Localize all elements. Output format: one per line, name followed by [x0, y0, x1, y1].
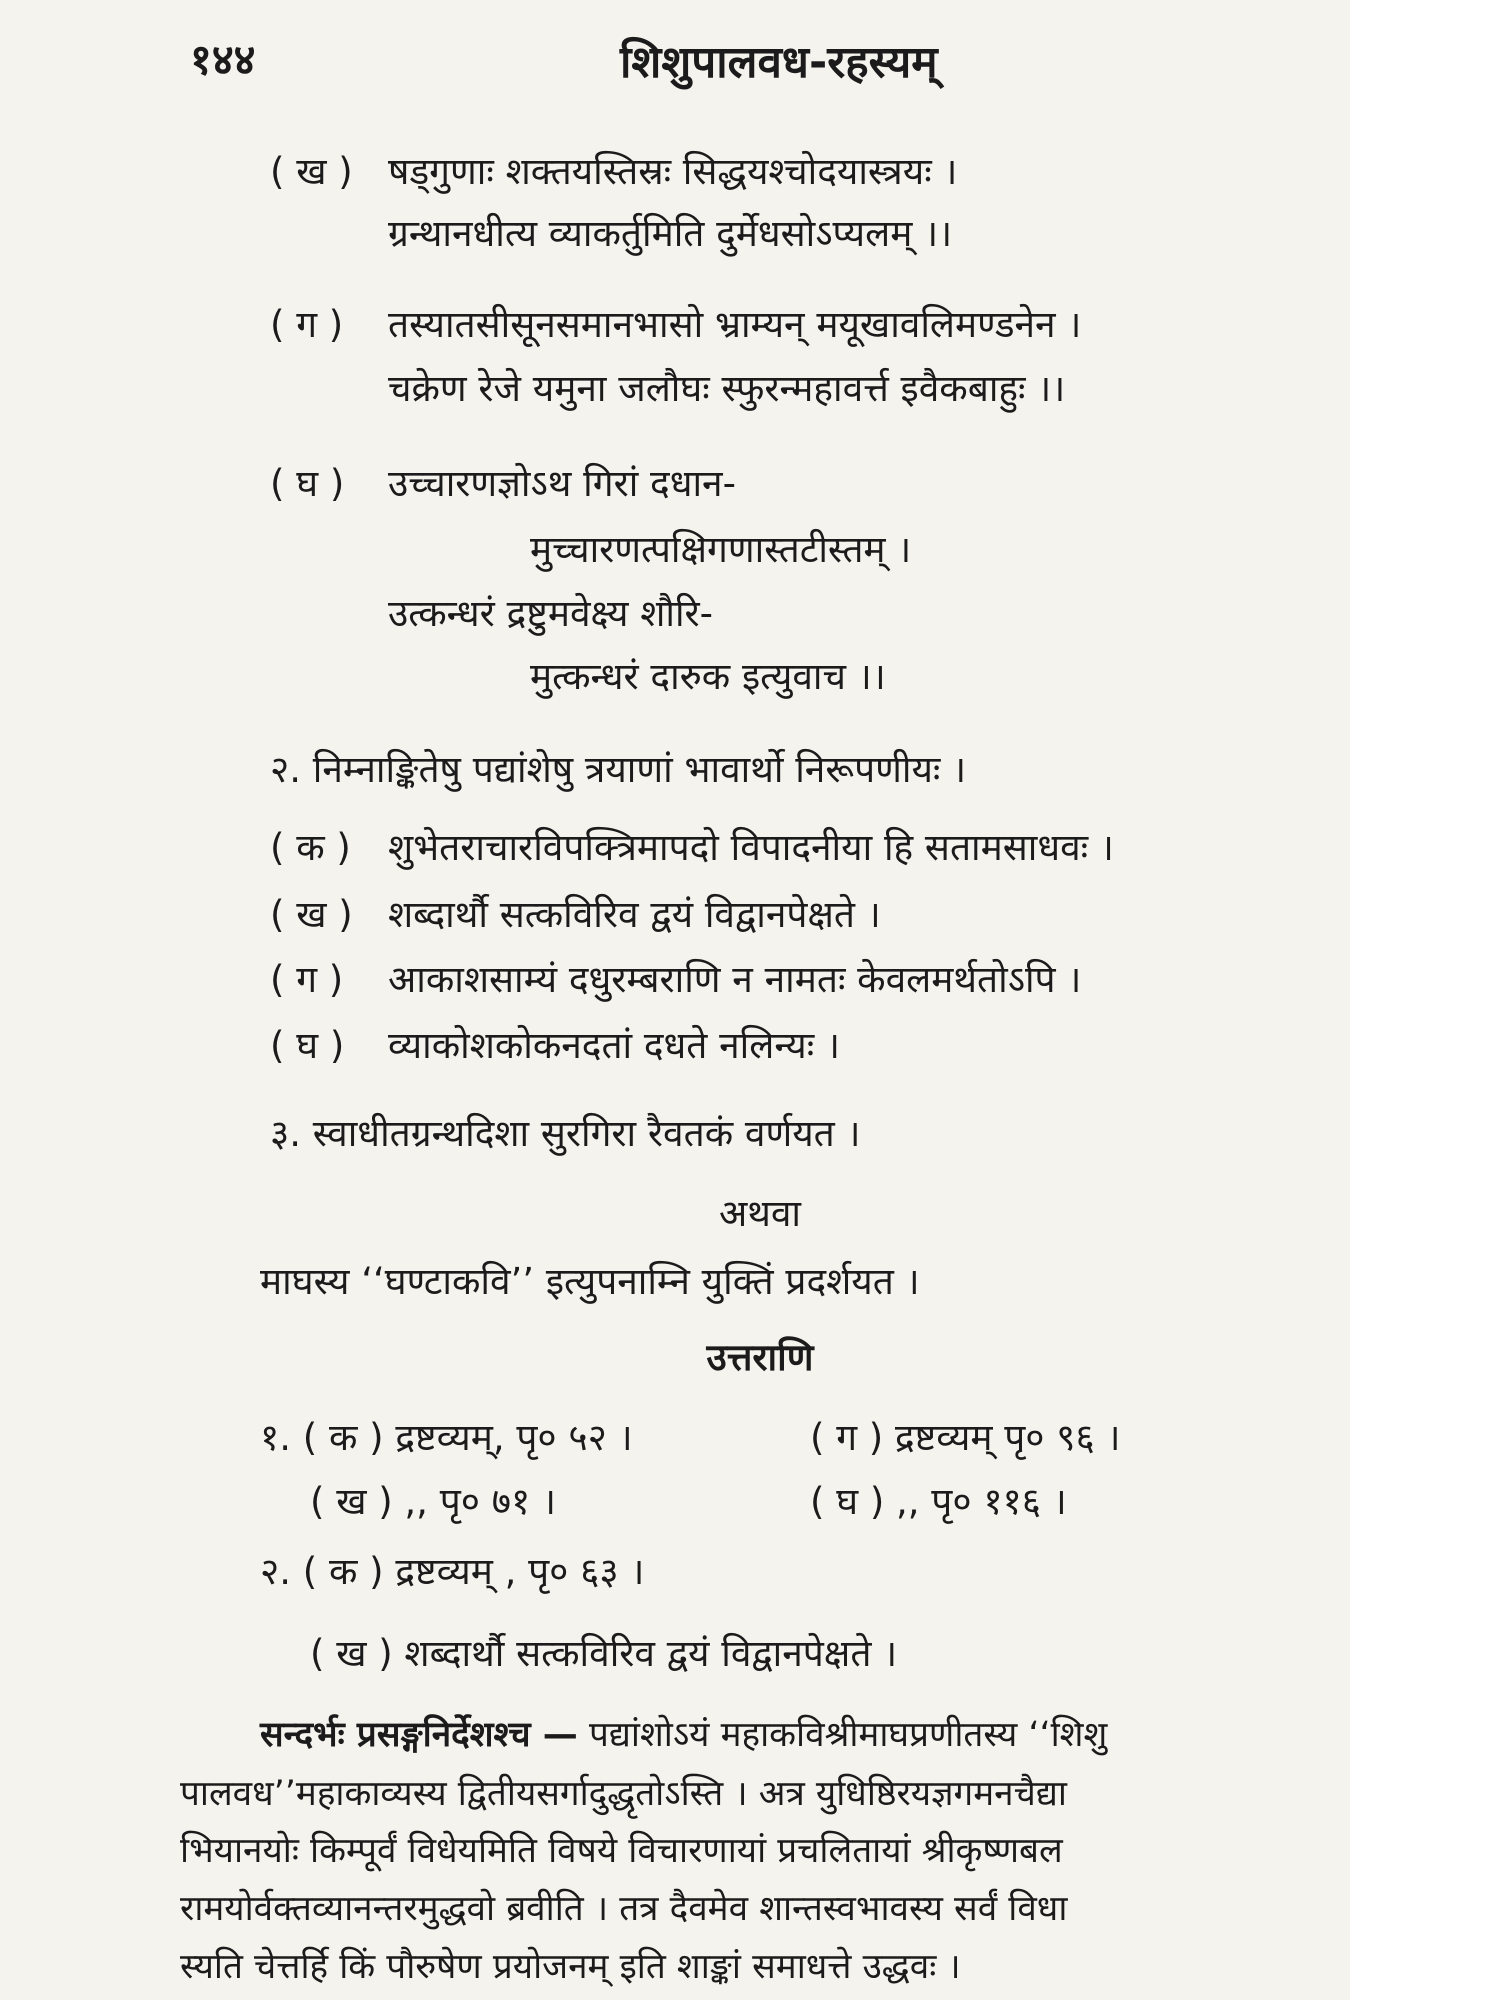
- q2-item-kha-marker: ( ख ): [270, 893, 353, 936]
- q2-item-ka: [270, 826, 1114, 870]
- answer-row1-right: ( ग ) द्रष्टव्यम् पृ० ९६ ।: [810, 1416, 1121, 1459]
- context-line1: [260, 1714, 1107, 1756]
- q1-ga-marker: ( ग ): [270, 303, 344, 346]
- answer-row2-left: ( ख ) ,, पृ० ७१ ।: [310, 1480, 556, 1523]
- context-line4: रामयोर्वक्तव्यानन्तरमुद्धवो ब्रवीति । तत्र दैवमेव शान्तस्वभावस्य सर्वं विधा: [180, 1889, 1068, 1929]
- q1-gha-text1: उच्चारणज्ञोऽथ गिरां दधान-: [388, 462, 736, 505]
- q2-item-ka-text: शुभेतराचारविपक्त्रिमापदो विपादनीया हि सतामसाधवः ।: [388, 826, 1114, 869]
- q1-ga-line1: [270, 303, 1081, 347]
- q1-kha-marker: ( ख ): [270, 150, 353, 193]
- q1-gha-line4: मुत्कन्धरं दारुक इत्युवाच ।।: [530, 655, 886, 698]
- q2-item-ga-text: आकाशसाम्यं दधुरम्बराणि न नामतः केवलमर्थतोऽपि ।: [388, 958, 1082, 1001]
- q2-heading: २. निम्नाङ्कितेषु पद्यांशेषु त्रयाणां भावार्थो निरूपणीयः ।: [270, 748, 967, 791]
- q2-item-ga-marker: ( ग ): [270, 958, 344, 1001]
- context-line2: पालवध’’महाकाव्यस्य द्वितीयसर्गादुद्धृतोऽस्ति । अत्र युधिष्ठिरयज्ञगमनचैद्या: [180, 1774, 1067, 1814]
- answer-row1-left: १. ( क ) द्रष्टव्यम्, पृ० ५२ ।: [260, 1416, 633, 1459]
- q1-ga-line2: चक्रेण रेजे यमुना जलौघः स्फुरन्महावर्त्त इवैकबाहुः ।।: [388, 367, 1066, 410]
- q2-item-gha-marker: ( घ ): [270, 1024, 345, 1067]
- context-line3: भियानयोः किम्पूर्वं विधेयमिति विषये विचारणायां प्रचलितायां श्रीकृष्णबल: [180, 1831, 1063, 1871]
- answer-row3: २. ( क ) द्रष्टव्यम् , पृ० ६३ ।: [260, 1550, 645, 1593]
- q3-or: अथवा: [718, 1192, 802, 1235]
- q2-item-gha-text: व्याकोशकोकनदतां दधते नलिन्यः ।: [388, 1024, 840, 1067]
- answers-heading: उत्तराणि: [706, 1336, 814, 1379]
- answer-row4: ( ख ) शब्दार्थौ सत्कविरिव द्वयं विद्वानपेक्षते ।: [310, 1632, 898, 1675]
- q1-kha-text1: षड्गुणाः शक्तयस्तिस्रः सिद्धयश्चोदयास्त्रयः ।: [388, 150, 958, 193]
- page-number: १४४: [190, 35, 256, 84]
- q1-ga-text1: तस्यातसीसूनसमानभासो भ्राम्यन् मयूखावलिमण्डनेन ।: [388, 303, 1082, 346]
- q2-item-kha-text: शब्दार्थौ सत्कविरिव द्वयं विद्वानपेक्षते ।: [388, 893, 881, 936]
- q2-item-kha: [270, 893, 881, 937]
- q1-gha-marker: ( घ ): [270, 462, 345, 505]
- page-header: [190, 30, 1190, 100]
- q2-item-ga: [270, 958, 1081, 1002]
- running-title: शिशुपालवध-रहस्यम्: [620, 37, 938, 88]
- q1-gha-line1: [270, 462, 736, 506]
- q3-alt: माघस्य ‘‘घण्टाकवि’’ इत्युपनाम्नि युक्तिं प्रदर्शयत ।: [260, 1260, 920, 1303]
- q3-text: ३. स्वाधीतग्रन्थदिशा सुरगिरा रैवतकं वर्णयत ।: [270, 1112, 861, 1155]
- context-label: सन्दर्भः प्रसङ्गनिर्देशश्च —: [260, 1715, 578, 1755]
- answer-row2-right: ( घ ) ,, पृ० ११६ ।: [810, 1480, 1067, 1523]
- context-text1: पद्यांशोऽयं महाकविश्रीमाघप्रणीतस्य ‘‘शिशु: [588, 1715, 1108, 1755]
- q2-item-gha: [270, 1024, 840, 1068]
- q1-gha-line3: उत्कन्धरं द्रष्टुमवेक्ष्य शौरि-: [388, 592, 714, 635]
- q1-kha-line1: [270, 150, 957, 194]
- q1-gha-line2: मुच्चारणत्पक्षिगणास्तटीस्तम् ।: [530, 528, 912, 571]
- q2-item-ka-marker: ( क ): [270, 826, 351, 869]
- context-line5: स्यति चेत्तर्हि किं पौरुषेण प्रयोजनम् इति शाङ्कां समाधत्ते उद्धवः ।: [180, 1947, 961, 1987]
- q1-kha-line2: ग्रन्थानधीत्य व्याकर्तुमिति दुर्मेधसोऽप्यलम् ।।: [388, 212, 953, 255]
